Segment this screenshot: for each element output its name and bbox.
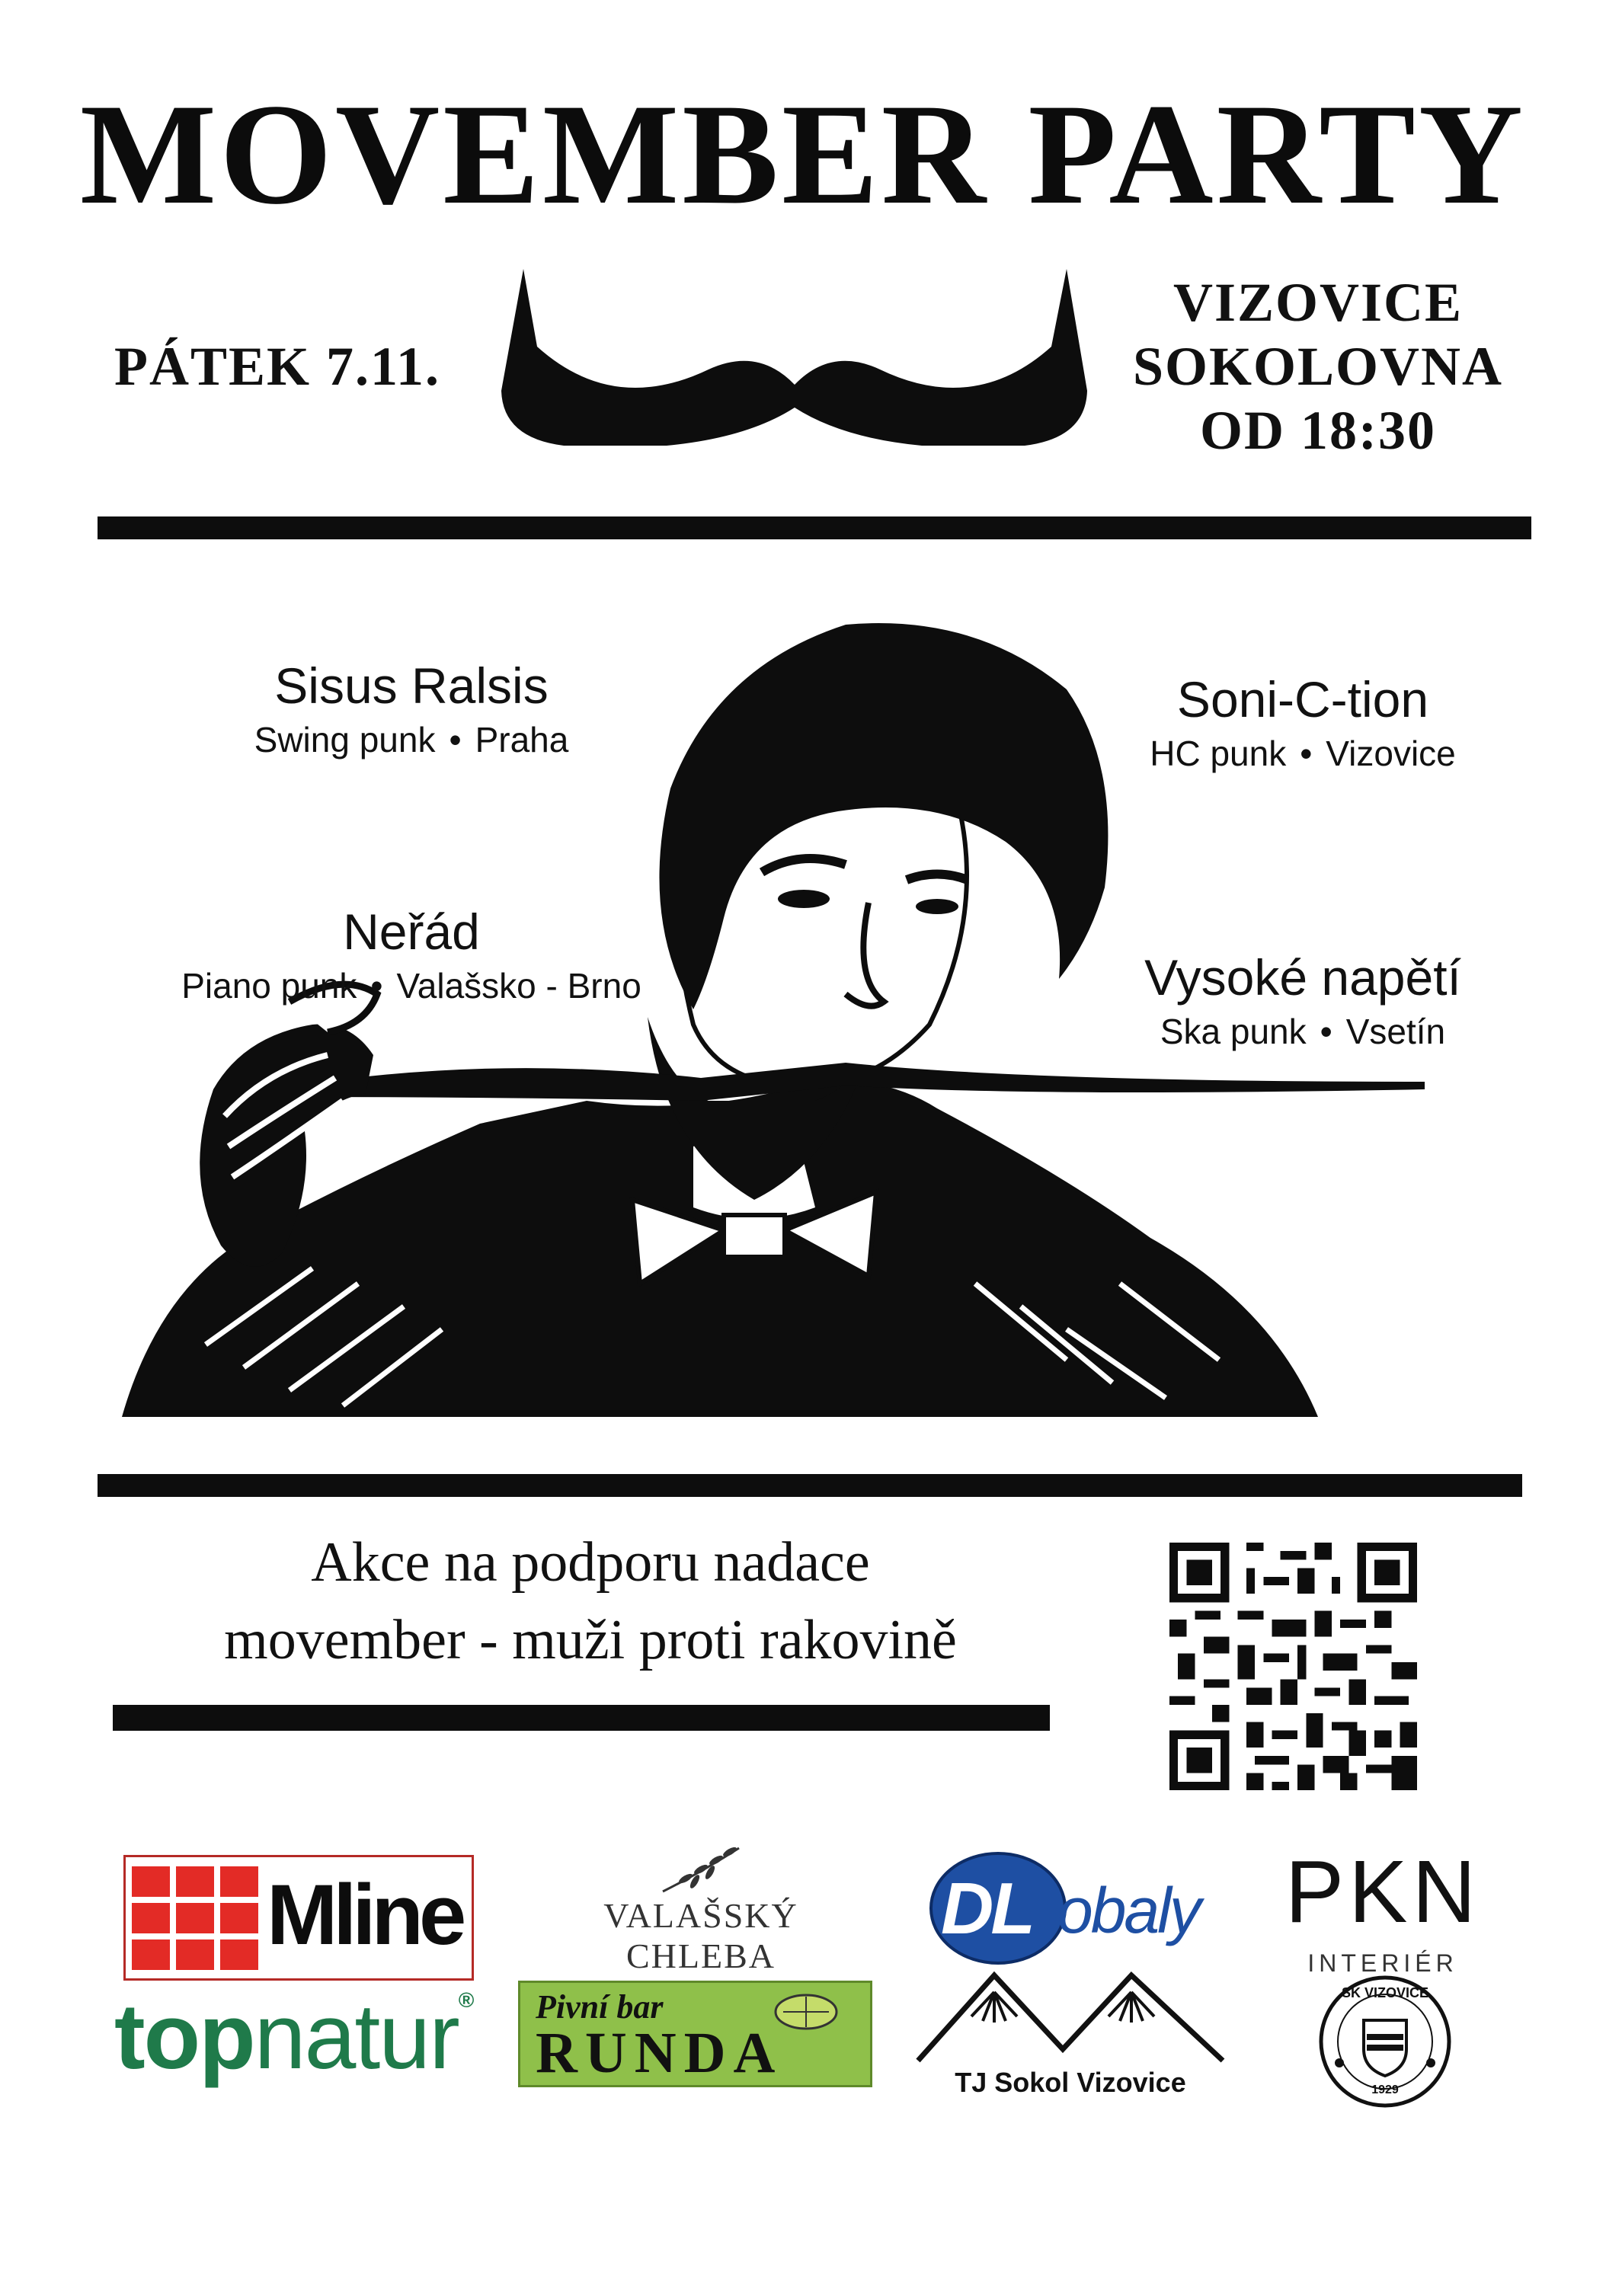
venue-hall: SOKOLOVNA [1132,336,1504,397]
band-origin: Vsetín [1345,1012,1446,1051]
divider-support [113,1705,1050,1731]
band-genre: HC punk [1150,734,1287,773]
band-info [1089,733,1516,774]
venue-block [1120,270,1516,462]
bullet-icon: • [1300,734,1313,773]
sk-vizovice-year: 1929 [1371,2083,1399,2096]
bullet-icon: • [449,720,462,759]
mustache-icon [499,263,1089,449]
divider-top [98,516,1531,539]
band-info [1082,1011,1524,1052]
runda-line-2: RUNDA [536,2021,783,2085]
support-text [107,1524,1074,1679]
sponsor-runda [518,1981,872,2087]
band-genre: Piano punk [181,966,357,1006]
sponsor-valassky-chleba [526,1842,876,1975]
sk-vizovice-name: SK VIZOVICE [1341,1985,1429,2000]
venue-time: OD 18:30 [1200,400,1436,461]
event-date: PÁTEK 7.11. [114,336,441,397]
tj-sokol-name: TJ Sokol Vizovice [955,2067,1186,2098]
band-name: Neřád [343,903,480,960]
divider-middle [98,1474,1522,1497]
band-sisus-ralsis [198,657,625,760]
band-info [152,965,670,1006]
band-name: Soni-C-tion [1176,671,1429,727]
registered-icon: ® [458,1988,473,2012]
valassky-chleba-name: VALAŠSKÝ CHLEBA [603,1896,798,1975]
topnatur-natur: natur [254,1984,459,2088]
band-genre: Swing punk [254,720,436,759]
support-line-1: Akce na podporu nadace [311,1531,870,1594]
sponsor-dlobaly [929,1851,1219,1965]
band-soni-c-tion [1089,670,1516,774]
pkn-subtitle: INTERIÉR [1307,1949,1458,1977]
band-nerad [152,903,670,1006]
sponsor-tj-sokol [910,1969,1230,2099]
band-info [198,719,625,760]
band-genre: Ska punk [1160,1012,1307,1051]
topnatur-top: top [114,1984,254,2088]
band-origin: Vizovice [1326,734,1456,773]
support-line-2: movember - muži proti rakovině [224,1609,957,1671]
venue-town: VIZOVICE [1173,272,1464,333]
qr-code[interactable] [1169,1543,1417,1790]
bullet-icon: • [1320,1012,1332,1051]
sponsor-mline [123,1855,474,1981]
dlobaly-rest: obaly [1057,1875,1199,1946]
band-name: Vysoké napětí [1144,949,1461,1006]
hop-icon [772,1991,840,2032]
band-origin: Valašsko - Brno [396,966,641,1006]
wheat-icon [655,1842,747,1895]
mline-wordmark: Mline [267,1867,462,1962]
mline-squares-icon [132,1866,261,1973]
bullet-icon: • [370,966,383,1006]
pkn-wordmark: PKN [1284,1842,1481,1941]
band-name: Sisus Ralsis [274,657,549,714]
poster-title: MOVEMBER PARTY [79,75,1527,235]
band-origin: Praha [475,720,569,759]
tj-sokol-emblem-icon [910,1969,1230,2064]
runda-line-1: Pivní bar [536,1988,664,2026]
dlobaly-dl: DL [941,1868,1032,1949]
sponsor-sk-vizovice [1316,1973,1454,2110]
band-vysoke-napeti [1082,948,1524,1052]
sponsor-pkn [1272,1842,1493,1977]
sponsor-topnatur [114,1984,473,2088]
